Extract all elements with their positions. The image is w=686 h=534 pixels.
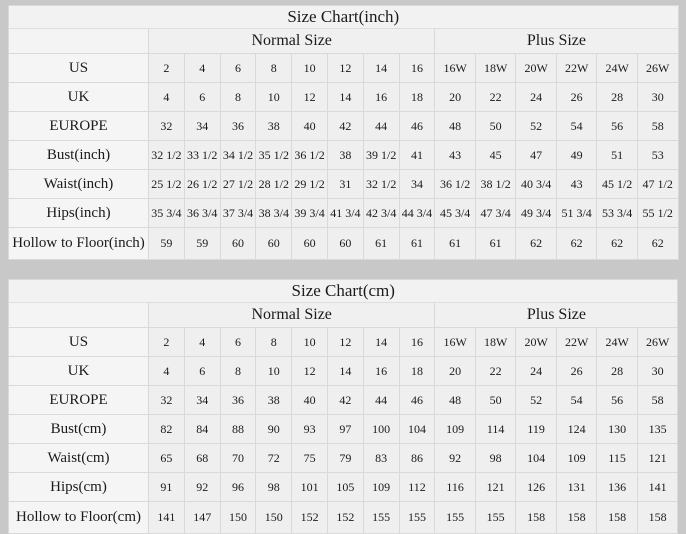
column-group-row xyxy=(9,303,678,328)
size-cell: 98 xyxy=(256,473,292,502)
size-cell: 141 xyxy=(149,502,185,534)
table-title-row xyxy=(9,6,679,29)
size-cell: 109 xyxy=(363,473,399,502)
size-cell: 41 3/4 xyxy=(327,199,363,228)
size-cell: 43 xyxy=(556,170,597,199)
size-cell: 130 xyxy=(597,415,638,444)
size-cell: 49 xyxy=(556,141,597,170)
size-cell: 46 xyxy=(399,112,435,141)
size-cell: 24W xyxy=(597,54,638,83)
size-cell: 26 xyxy=(556,357,597,386)
size-cell: 4 xyxy=(149,357,185,386)
size-cell: 16W xyxy=(435,54,476,83)
size-cell: 32 xyxy=(149,386,185,415)
size-cell: 12 xyxy=(292,83,328,112)
size-cell: 22 xyxy=(475,357,516,386)
size-cell: 121 xyxy=(637,444,678,473)
size-chart-cm-table xyxy=(8,279,678,534)
table-row xyxy=(9,54,679,83)
size-cell: 158 xyxy=(516,502,557,534)
size-cell: 37 3/4 xyxy=(220,199,256,228)
size-cell: 58 xyxy=(637,112,678,141)
size-cell: 47 1/2 xyxy=(637,170,678,199)
size-cell: 26W xyxy=(637,328,678,357)
size-cell: 10 xyxy=(256,357,292,386)
size-cell: 8 xyxy=(256,328,292,357)
size-cell: 60 xyxy=(327,228,363,260)
size-cell: 44 xyxy=(363,112,399,141)
group-header-normal-size: Normal Size xyxy=(149,29,435,54)
table-title: Size Chart(cm) xyxy=(9,280,678,303)
row-label: Waist(cm) xyxy=(9,444,149,473)
size-cell: 18W xyxy=(475,328,516,357)
size-cell: 62 xyxy=(637,228,678,260)
size-cell: 147 xyxy=(184,502,220,534)
size-cell: 91 xyxy=(149,473,185,502)
size-cell: 10 xyxy=(292,54,328,83)
size-cell: 50 xyxy=(475,112,516,141)
size-cell: 124 xyxy=(556,415,597,444)
size-cell: 56 xyxy=(597,386,638,415)
size-cell: 112 xyxy=(399,473,435,502)
group-header-plus-size: Plus Size xyxy=(435,29,678,54)
size-cell: 60 xyxy=(256,228,292,260)
size-cell: 105 xyxy=(327,473,363,502)
size-cell: 36 1/2 xyxy=(435,170,476,199)
size-cell: 36 xyxy=(220,112,256,141)
size-cell: 38 xyxy=(256,386,292,415)
size-cell: 26 xyxy=(556,83,597,112)
size-cell: 32 xyxy=(149,112,185,141)
size-cell: 42 xyxy=(327,386,363,415)
row-label: Hips(inch) xyxy=(9,199,149,228)
size-cell: 30 xyxy=(637,83,678,112)
size-cell: 38 3/4 xyxy=(256,199,292,228)
size-cell: 8 xyxy=(256,54,292,83)
size-cell: 152 xyxy=(292,502,328,534)
size-cell: 61 xyxy=(399,228,435,260)
size-chart-inch-table xyxy=(8,5,679,260)
size-cell: 131 xyxy=(556,473,597,502)
size-cell: 61 xyxy=(435,228,476,260)
size-cell: 158 xyxy=(597,502,638,534)
size-cell: 155 xyxy=(475,502,516,534)
size-cell: 136 xyxy=(597,473,638,502)
size-cell: 24 xyxy=(516,357,557,386)
size-cell: 10 xyxy=(292,328,328,357)
row-label: Hips(cm) xyxy=(9,473,149,502)
row-label: Hollow to Floor(inch) xyxy=(9,228,149,260)
size-cell: 20W xyxy=(516,54,557,83)
row-label: Waist(inch) xyxy=(9,170,149,199)
size-cell: 16 xyxy=(363,83,399,112)
size-cell: 116 xyxy=(435,473,476,502)
size-cell: 53 xyxy=(637,141,678,170)
row-label: UK xyxy=(9,357,149,386)
size-cell: 68 xyxy=(184,444,220,473)
size-cell: 16W xyxy=(435,328,476,357)
size-cell: 155 xyxy=(399,502,435,534)
size-cell: 4 xyxy=(149,83,185,112)
size-cell: 51 xyxy=(597,141,638,170)
size-cell: 4 xyxy=(184,328,220,357)
size-cell: 38 xyxy=(256,112,292,141)
row-label: UK xyxy=(9,83,149,112)
row-label: US xyxy=(9,328,149,357)
size-cell: 60 xyxy=(220,228,256,260)
size-cell: 61 xyxy=(475,228,516,260)
table-row xyxy=(9,141,679,170)
size-cell: 32 1/2 xyxy=(149,141,185,170)
size-cell: 20 xyxy=(435,83,476,112)
size-cell: 32 1/2 xyxy=(363,170,399,199)
table-row xyxy=(9,83,679,112)
size-cell: 10 xyxy=(256,83,292,112)
table-row xyxy=(9,502,678,534)
size-cell: 52 xyxy=(516,386,557,415)
size-cell: 98 xyxy=(475,444,516,473)
size-cell: 35 1/2 xyxy=(256,141,292,170)
size-cell: 62 xyxy=(556,228,597,260)
size-cell: 31 xyxy=(327,170,363,199)
size-cell: 104 xyxy=(516,444,557,473)
size-cell: 34 xyxy=(184,112,220,141)
size-cell: 83 xyxy=(363,444,399,473)
size-cell: 53 3/4 xyxy=(597,199,638,228)
size-cell: 18 xyxy=(399,357,435,386)
size-cell: 84 xyxy=(184,415,220,444)
row-label: Bust(cm) xyxy=(9,415,149,444)
size-cell: 12 xyxy=(327,328,363,357)
row-label: Bust(inch) xyxy=(9,141,149,170)
column-group-row xyxy=(9,29,679,54)
size-cell: 39 3/4 xyxy=(292,199,328,228)
table-row xyxy=(9,170,679,199)
size-cell: 6 xyxy=(220,54,256,83)
table-row xyxy=(9,357,678,386)
size-cell: 34 1/2 xyxy=(220,141,256,170)
size-cell: 28 xyxy=(597,357,638,386)
size-cell: 27 1/2 xyxy=(220,170,256,199)
size-cell: 48 xyxy=(435,386,476,415)
size-cell: 104 xyxy=(399,415,435,444)
size-cell: 59 xyxy=(149,228,185,260)
size-cell: 42 xyxy=(327,112,363,141)
size-cell: 56 xyxy=(597,112,638,141)
size-cell: 12 xyxy=(292,357,328,386)
size-cell: 43 xyxy=(435,141,476,170)
size-cell: 22W xyxy=(556,54,597,83)
size-cell: 22W xyxy=(556,328,597,357)
size-cell: 18W xyxy=(475,54,516,83)
size-cell: 16 xyxy=(399,54,435,83)
size-cell: 82 xyxy=(149,415,185,444)
size-cell: 36 3/4 xyxy=(184,199,220,228)
size-cell: 52 xyxy=(516,112,557,141)
size-cell: 6 xyxy=(184,357,220,386)
size-cell: 39 1/2 xyxy=(363,141,399,170)
size-cell: 54 xyxy=(556,112,597,141)
size-cell: 121 xyxy=(475,473,516,502)
size-cell: 36 xyxy=(220,386,256,415)
size-cell: 61 xyxy=(363,228,399,260)
size-cell: 40 3/4 xyxy=(516,170,557,199)
size-cell: 101 xyxy=(292,473,328,502)
size-cell: 114 xyxy=(475,415,516,444)
size-cell: 36 1/2 xyxy=(292,141,328,170)
size-cell: 45 1/2 xyxy=(597,170,638,199)
size-cell: 44 3/4 xyxy=(399,199,435,228)
size-cell: 90 xyxy=(256,415,292,444)
row-label: Hollow to Floor(cm) xyxy=(9,502,149,534)
size-cell: 60 xyxy=(292,228,328,260)
size-cell: 46 xyxy=(399,386,435,415)
size-cell: 75 xyxy=(292,444,328,473)
size-cell: 59 xyxy=(184,228,220,260)
size-cell: 40 xyxy=(292,386,328,415)
table-title-row xyxy=(9,280,678,303)
size-cell: 28 1/2 xyxy=(256,170,292,199)
row-label: EUROPE xyxy=(9,112,149,141)
size-cell: 155 xyxy=(363,502,399,534)
size-cell: 16 xyxy=(399,328,435,357)
size-cell: 41 xyxy=(399,141,435,170)
table-row xyxy=(9,199,679,228)
size-cell: 2 xyxy=(149,328,185,357)
size-cell: 86 xyxy=(399,444,435,473)
size-cell: 100 xyxy=(363,415,399,444)
size-cell: 30 xyxy=(637,357,678,386)
size-cell: 109 xyxy=(435,415,476,444)
size-cell: 26W xyxy=(637,54,678,83)
size-cell: 42 3/4 xyxy=(363,199,399,228)
size-cell: 26 1/2 xyxy=(184,170,220,199)
size-cell: 92 xyxy=(184,473,220,502)
table-row xyxy=(9,112,679,141)
size-cell: 6 xyxy=(184,83,220,112)
size-cell: 38 xyxy=(327,141,363,170)
size-cell: 28 xyxy=(597,83,638,112)
size-cell: 14 xyxy=(363,54,399,83)
size-cell: 96 xyxy=(220,473,256,502)
size-cell: 20 xyxy=(435,357,476,386)
size-cell: 150 xyxy=(220,502,256,534)
size-cell: 45 xyxy=(475,141,516,170)
size-cell: 58 xyxy=(637,386,678,415)
size-cell: 47 3/4 xyxy=(475,199,516,228)
size-cell: 12 xyxy=(327,54,363,83)
size-cell: 62 xyxy=(516,228,557,260)
size-cell: 158 xyxy=(556,502,597,534)
size-cell: 20W xyxy=(516,328,557,357)
size-cell: 55 1/2 xyxy=(637,199,678,228)
size-cell: 93 xyxy=(292,415,328,444)
table-row xyxy=(9,328,678,357)
size-cell: 2 xyxy=(149,54,185,83)
size-cell: 70 xyxy=(220,444,256,473)
size-cell: 48 xyxy=(435,112,476,141)
size-cell: 35 3/4 xyxy=(149,199,185,228)
size-cell: 50 xyxy=(475,386,516,415)
size-cell: 126 xyxy=(516,473,557,502)
table-row xyxy=(9,473,678,502)
size-cell: 150 xyxy=(256,502,292,534)
size-cell: 24 xyxy=(516,83,557,112)
size-cell: 16 xyxy=(363,357,399,386)
table-row xyxy=(9,444,678,473)
size-cell: 72 xyxy=(256,444,292,473)
size-cell: 25 1/2 xyxy=(149,170,185,199)
size-cell: 54 xyxy=(556,386,597,415)
row-label: EUROPE xyxy=(9,386,149,415)
size-cell: 92 xyxy=(435,444,476,473)
size-cell: 24W xyxy=(597,328,638,357)
size-cell: 34 xyxy=(184,386,220,415)
size-cell: 152 xyxy=(327,502,363,534)
size-cell: 45 3/4 xyxy=(435,199,476,228)
size-cell: 33 1/2 xyxy=(184,141,220,170)
size-cell: 34 xyxy=(399,170,435,199)
size-cell: 14 xyxy=(363,328,399,357)
size-cell: 119 xyxy=(516,415,557,444)
size-cell: 115 xyxy=(597,444,638,473)
size-cell: 62 xyxy=(597,228,638,260)
size-cell: 158 xyxy=(637,502,678,534)
group-header-plus-size: Plus Size xyxy=(435,303,678,328)
size-cell: 88 xyxy=(220,415,256,444)
size-cell: 65 xyxy=(149,444,185,473)
table-row xyxy=(9,415,678,444)
group-header-normal-size: Normal Size xyxy=(149,303,435,328)
size-cell: 97 xyxy=(327,415,363,444)
size-cell: 38 1/2 xyxy=(475,170,516,199)
size-cell: 18 xyxy=(399,83,435,112)
size-cell: 141 xyxy=(637,473,678,502)
size-cell: 155 xyxy=(435,502,476,534)
size-cell: 109 xyxy=(556,444,597,473)
size-cell: 14 xyxy=(327,357,363,386)
size-cell: 135 xyxy=(637,415,678,444)
size-cell: 44 xyxy=(363,386,399,415)
size-cell: 6 xyxy=(220,328,256,357)
table-row xyxy=(9,228,679,260)
size-cell: 49 3/4 xyxy=(516,199,557,228)
size-cell: 8 xyxy=(220,83,256,112)
size-cell: 14 xyxy=(327,83,363,112)
corner-cell xyxy=(9,29,149,54)
size-cell: 40 xyxy=(292,112,328,141)
corner-cell xyxy=(9,303,149,328)
size-cell: 22 xyxy=(475,83,516,112)
row-label: US xyxy=(9,54,149,83)
size-cell: 51 3/4 xyxy=(556,199,597,228)
size-cell: 79 xyxy=(327,444,363,473)
size-cell: 29 1/2 xyxy=(292,170,328,199)
size-cell: 8 xyxy=(220,357,256,386)
table-row xyxy=(9,386,678,415)
table-title: Size Chart(inch) xyxy=(9,6,679,29)
size-cell: 4 xyxy=(184,54,220,83)
size-cell: 47 xyxy=(516,141,557,170)
